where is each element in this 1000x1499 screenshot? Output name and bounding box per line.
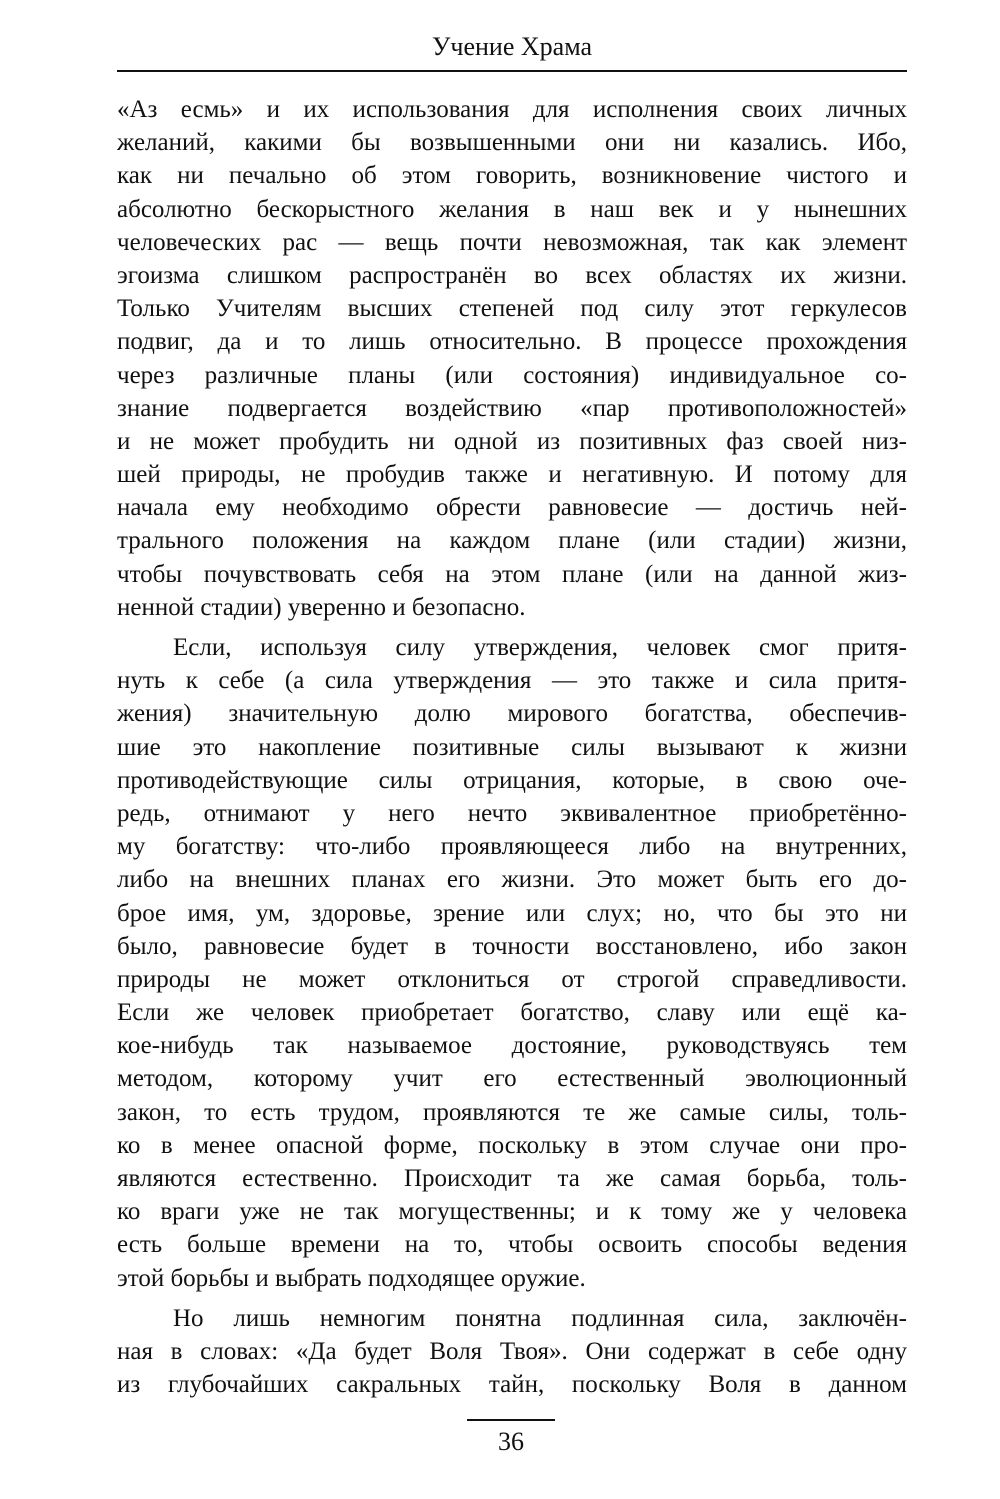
- text-line: через различные планы (или состояния) индивидуальное со-: [117, 361, 907, 389]
- running-head: Учение Храма: [431, 32, 593, 61]
- text-line: как ни печально об этом говорить, возникновение чистого и: [117, 162, 907, 190]
- text-line: природы не может отклониться от строгой справедливости.: [117, 965, 907, 993]
- text-line: противодействующие силы отрицания, которые, в свою оче-: [117, 766, 907, 794]
- text-line: Если, используя силу утверждения, человек смог притя-: [173, 634, 907, 661]
- text-line: есть больше времени на то, чтобы освоить способы ведения: [117, 1231, 907, 1259]
- text-line: знание подвергается воздействию «пар противоположностей»: [117, 394, 907, 422]
- text-line: нуть к себе (а сила утверждения — это также и сила притя-: [117, 667, 907, 695]
- text-line: из глубочайших сакральных тайн, поскольку Воля в данном: [117, 1371, 907, 1399]
- paragraph-gap: [117, 1295, 907, 1302]
- paragraph-gap: [117, 624, 907, 631]
- text-line: методом, которому учит его естественный эволюционный: [117, 1065, 907, 1093]
- text-line: жения) значительную долю мирового богатства, обеспечив-: [117, 700, 907, 728]
- text-line: кое-нибудь так называемое достояние, руководствуясь тем: [117, 1032, 907, 1060]
- text-line: Только Учителям высших степеней под силу этот геркулесов: [117, 295, 907, 323]
- text-line: являются естественно. Происходит та же самая борьба, толь-: [117, 1165, 907, 1192]
- paragraph: [117, 1302, 907, 1402]
- header-rule: [117, 70, 907, 72]
- paragraph: [117, 93, 907, 624]
- text-line: подвиг, да и то лишь относительно. В процессе прохождения: [117, 328, 907, 356]
- text-line: начала ему необходимо обрести равновесие — достичь ней-: [117, 494, 907, 522]
- body-text: [117, 93, 907, 1401]
- text-line: ко в менее опасной форме, поскольку в этом случае они про-: [117, 1131, 907, 1159]
- text-line: абсолютно бескорыстного желания в наш век и у нынешних: [117, 195, 907, 223]
- paragraph: [117, 631, 907, 1295]
- text-line: этой борьбы и выбрать подходящее оружие.: [117, 1264, 586, 1292]
- text-line: Если же человек приобретает богатство, славу или ещё ка-: [117, 999, 907, 1027]
- text-line: либо на внешних планах его жизни. Это может быть его до-: [117, 866, 907, 894]
- text-line: желаний, какими бы возвышенными они ни казались. Ибо,: [117, 129, 907, 157]
- text-line: было, равновесие будет в точности восстановлено, ибо закон: [117, 932, 907, 960]
- text-line: шей природы, не пробудив также и негативную. И потому для: [117, 461, 907, 489]
- text-line: человеческих рас — вещь почти невозможная, так как элемент: [117, 228, 907, 256]
- text-line: брое имя, ум, здоровье, зрение или слух; но, что бы это ни: [117, 899, 907, 927]
- text-line: трального положения на каждом плане (или стадии) жизни,: [117, 527, 907, 555]
- text-line: Но лишь немногим понятна подлинная сила, заключён-: [173, 1304, 907, 1332]
- text-line: му богатству: что-либо проявляющееся либо на внутренних,: [117, 833, 907, 861]
- text-line: ко враги уже не так могущественны; и к тому же у человека: [117, 1198, 907, 1226]
- text-line: «Аз есмь» и их использования для исполнения своих личных: [117, 96, 907, 123]
- text-line: ненной стадии) уверенно и безопасно.: [117, 593, 526, 621]
- text-line: шие это накопление позитивные силы вызывают к жизни: [117, 733, 907, 761]
- text-line: закон, то есть трудом, проявляются те же самые силы, толь-: [117, 1098, 907, 1126]
- text-line: ная в словах: «Да будет Воля Твоя». Они содержат в себе одну: [117, 1337, 907, 1365]
- text-line: эгоизма слишком распространён во всех областях их жизни.: [117, 261, 907, 289]
- page-number-rule: [467, 1419, 555, 1421]
- text-line: чтобы почувствовать себя на этом плане (или на данной жиз-: [117, 560, 907, 588]
- page-number: 36: [498, 1427, 524, 1456]
- text-line: редь, отнимают у него нечто эквивалентное приобретённо-: [117, 799, 907, 827]
- text-line: и не может пробудить ни одной из позитивных фаз своей низ-: [117, 427, 907, 455]
